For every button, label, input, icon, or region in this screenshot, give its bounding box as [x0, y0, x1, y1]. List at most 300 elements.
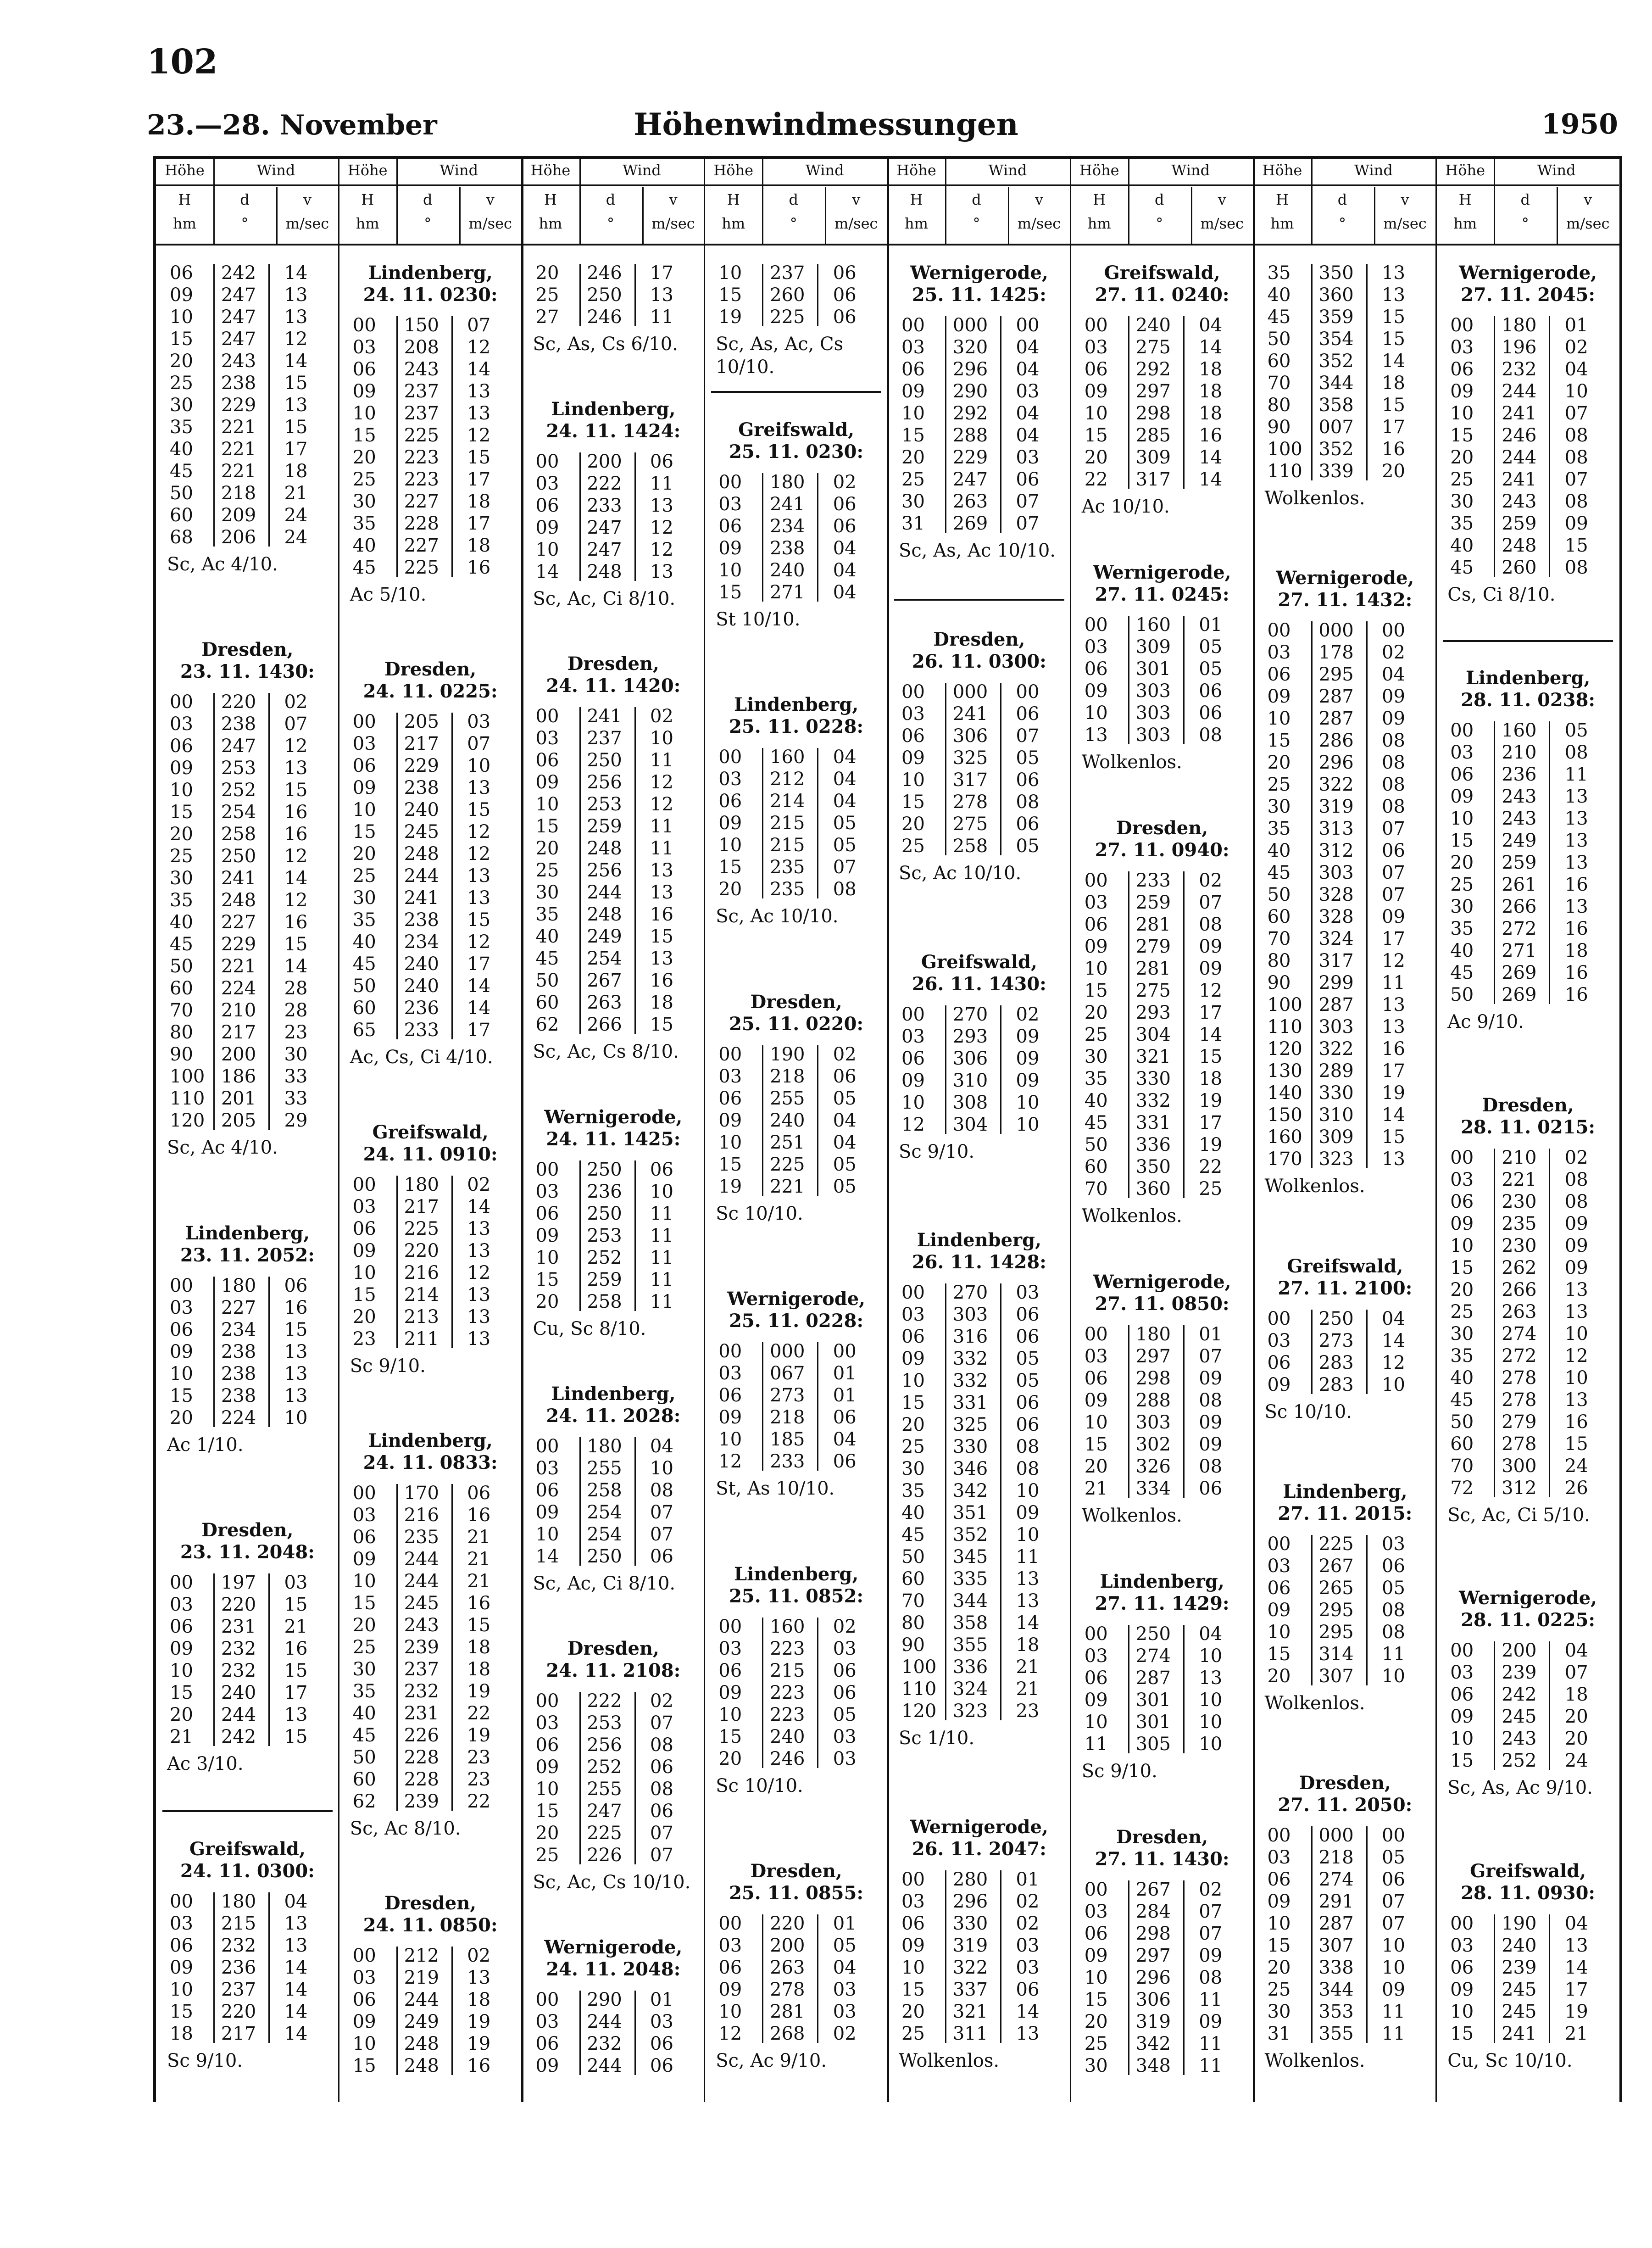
station-name: Dresden, — [1482, 1094, 1574, 1116]
cloud-cover-note: Wolkenlos. — [1081, 752, 1182, 773]
table-row — [339, 1570, 522, 1592]
direction-value: 299 — [1318, 972, 1354, 994]
speed-value: 06 — [833, 1682, 857, 1703]
direction-value: 248 — [221, 890, 256, 911]
direction-value: 319 — [952, 1935, 988, 1956]
height-value: 35 — [352, 513, 376, 534]
direction-value: 238 — [221, 1341, 256, 1362]
direction-value: 241 — [770, 493, 805, 515]
direction-value: 248 — [1502, 535, 1537, 556]
direction-value: 274 — [1318, 1869, 1354, 1890]
height-value: 00 — [901, 315, 925, 336]
direction-value: 160 — [1135, 614, 1171, 636]
direction-value: 269 — [1502, 984, 1537, 1005]
table-row — [1436, 513, 1619, 535]
direction-value: 253 — [587, 794, 622, 815]
table-row — [888, 1370, 1071, 1392]
speed-value: 05 — [1382, 1577, 1405, 1599]
direction-value: 324 — [1318, 928, 1354, 950]
direction-value: 305 — [1135, 1734, 1171, 1755]
speed-value: 10 — [1199, 1712, 1223, 1733]
direction-value: 287 — [1318, 994, 1354, 1016]
observation-time: 27. 11. 0245: — [1095, 584, 1229, 605]
direction-value: 300 — [1502, 1455, 1537, 1477]
height-value: 09 — [1084, 1945, 1108, 1966]
speed-value: 02 — [1016, 1004, 1040, 1025]
speed-value: 10 — [284, 1407, 308, 1428]
speed-value: 16 — [1199, 425, 1223, 446]
height-value: 10 — [352, 1570, 376, 1592]
value-divider — [268, 1892, 270, 2043]
table-row — [705, 1340, 888, 1362]
table-row — [705, 856, 888, 878]
direction-value: 254 — [587, 1501, 622, 1523]
direction-value: 254 — [221, 802, 256, 823]
height-value: 00 — [718, 1616, 742, 1637]
direction-value: 000 — [1318, 1825, 1354, 1846]
direction-value: 312 — [1502, 1477, 1537, 1499]
table-row — [156, 977, 339, 999]
direction-value: 348 — [1135, 2055, 1171, 2076]
observation-time: 24. 11. 0910: — [363, 1143, 498, 1165]
speed-value: 03 — [833, 1638, 857, 1659]
height-value: 35 — [170, 417, 193, 438]
height-value: 80 — [1267, 395, 1291, 416]
height-value: 10 — [901, 403, 925, 424]
value-divider — [1366, 1826, 1368, 2043]
header-d: d — [1155, 191, 1164, 208]
table-row — [339, 755, 522, 777]
table-row — [1254, 1082, 1437, 1104]
table-row — [156, 284, 339, 306]
height-value: 45 — [170, 934, 193, 955]
height-value: 03 — [718, 1363, 742, 1384]
header-msec: m/sec — [1383, 215, 1427, 232]
speed-value: 08 — [1564, 557, 1588, 578]
table-row — [156, 1704, 339, 1726]
height-value: 22 — [1084, 469, 1108, 490]
height-value: 09 — [352, 777, 376, 799]
speed-value: 08 — [650, 1479, 673, 1501]
direction-value: 217 — [221, 2023, 256, 2044]
table-row — [1436, 984, 1619, 1006]
height-value: 00 — [1084, 1879, 1108, 1900]
observation-time: 26. 11. 0300: — [912, 650, 1046, 672]
direction-value: 309 — [1135, 636, 1171, 658]
table-row — [339, 1548, 522, 1570]
height-value: 15 — [1450, 830, 1474, 851]
header-deg: ° — [241, 215, 249, 232]
height-value: 20 — [1267, 1665, 1291, 1687]
table-row — [1436, 1684, 1619, 1706]
value-divider — [762, 1342, 763, 1471]
height-value: 25 — [1084, 1024, 1108, 1045]
direction-value: 225 — [404, 425, 439, 446]
height-value: 35 — [901, 1480, 925, 1502]
speed-value: 12 — [650, 539, 673, 561]
direction-value: 228 — [404, 1768, 439, 1790]
height-value: 06 — [901, 1048, 925, 1069]
table-row — [705, 1132, 888, 1154]
station-name: Lindenberg, — [1283, 1480, 1407, 1502]
direction-value: 245 — [1502, 1979, 1537, 2000]
direction-value: 236 — [1502, 764, 1537, 785]
header-h: H — [544, 191, 557, 208]
direction-value: 217 — [221, 1022, 256, 1043]
height-value: 10 — [535, 539, 559, 561]
speed-value: 12 — [467, 821, 491, 843]
direction-value: 259 — [1502, 513, 1537, 534]
direction-value: 258 — [587, 1479, 622, 1501]
speed-value: 05 — [833, 1935, 857, 1956]
table-row — [1254, 928, 1437, 950]
speed-value: 13 — [1564, 1301, 1588, 1322]
speed-value: 10 — [1564, 381, 1588, 402]
cloud-cover-note: Sc, As, Cs 6/10. — [533, 334, 678, 355]
table-row — [1254, 730, 1437, 752]
speed-value: 21 — [284, 1616, 308, 1637]
table-row — [1071, 1156, 1254, 1178]
height-value: 40 — [1267, 840, 1291, 862]
table-row — [705, 1704, 888, 1726]
direction-value: 344 — [952, 1590, 988, 1612]
table-row — [156, 1319, 339, 1341]
station-name: Wernigerode, — [910, 262, 1048, 284]
direction-value: 221 — [221, 417, 256, 438]
height-value: 50 — [901, 1546, 925, 1568]
height-value: 160 — [1267, 1127, 1302, 1148]
height-value: 15 — [535, 1269, 559, 1290]
speed-value: 04 — [1199, 1623, 1223, 1645]
height-value: 25 — [901, 2023, 925, 2044]
speed-value: 14 — [1199, 469, 1223, 490]
speed-value: 09 — [1199, 958, 1223, 979]
direction-value: 309 — [1318, 1127, 1354, 1148]
speed-value: 00 — [1016, 315, 1040, 336]
speed-value: 21 — [467, 1570, 491, 1592]
direction-value: 253 — [587, 1225, 622, 1246]
height-value: 15 — [352, 2055, 376, 2076]
direction-value: 248 — [587, 904, 622, 926]
height-value: 09 — [901, 1348, 925, 1370]
value-divider — [945, 1283, 946, 1720]
header-rule — [888, 184, 1070, 186]
height-value: 11 — [1084, 1734, 1108, 1755]
height-value: 03 — [1450, 1662, 1474, 1684]
table-row — [1071, 336, 1254, 358]
height-value: 15 — [170, 329, 193, 350]
table-row — [888, 681, 1071, 703]
table-row — [156, 438, 339, 460]
height-value: 03 — [352, 733, 376, 755]
height-value: 10 — [535, 1523, 559, 1545]
speed-value: 15 — [1382, 1127, 1405, 1148]
table-row — [1254, 372, 1437, 394]
height-value: 00 — [352, 711, 376, 733]
table-row — [1071, 2011, 1254, 2033]
direction-value: 332 — [952, 1370, 988, 1392]
height-value: 03 — [718, 493, 742, 515]
station-name: Lindenberg, — [734, 694, 859, 715]
cloud-cover-note: Sc 9/10. — [1081, 1761, 1157, 1782]
direction-value: 241 — [1502, 469, 1537, 490]
table-row — [522, 306, 705, 328]
direction-value: 230 — [1502, 1235, 1537, 1256]
direction-value: 238 — [770, 537, 805, 559]
header-wind: Wind — [256, 162, 295, 179]
height-value: 06 — [1450, 1191, 1474, 1212]
table-column — [1436, 244, 1619, 2102]
direction-value: 229 — [952, 447, 988, 468]
height-value: 03 — [535, 473, 559, 495]
table-row — [1071, 1478, 1254, 1500]
direction-value: 209 — [221, 505, 256, 526]
direction-value: 244 — [404, 865, 439, 887]
table-row — [888, 725, 1071, 747]
observation-time: 24. 11. 2108: — [546, 1659, 681, 1681]
cloud-cover-note: Ac 9/10. — [1447, 1011, 1524, 1032]
header-rule — [705, 184, 887, 186]
table-row — [705, 834, 888, 856]
cloud-cover-note: Sc 10/10. — [716, 1775, 803, 1796]
height-value: 12 — [901, 1114, 925, 1135]
direction-value: 316 — [952, 1326, 988, 1348]
height-value: 62 — [535, 1014, 559, 1036]
table-row — [888, 1114, 1071, 1136]
table-row — [1254, 1555, 1437, 1577]
header-group — [1436, 159, 1619, 244]
table-row — [888, 1524, 1071, 1546]
speed-value: 18 — [1016, 1634, 1040, 1656]
height-value: 45 — [535, 948, 559, 970]
table-row — [1071, 402, 1254, 424]
height-value: 80 — [170, 1022, 193, 1043]
table-row — [1071, 1367, 1254, 1389]
direction-value: 270 — [952, 1004, 988, 1025]
value-divider — [1128, 1625, 1129, 1753]
height-value: 09 — [1450, 381, 1474, 402]
height-value: 00 — [1267, 620, 1291, 641]
table-row — [339, 865, 522, 887]
height-value: 03 — [170, 1297, 193, 1318]
height-value: 140 — [1267, 1082, 1302, 1104]
speed-value: 10 — [1199, 1734, 1223, 1755]
direction-value: 186 — [221, 1066, 256, 1088]
direction-value: 220 — [221, 1594, 256, 1615]
direction-value: 273 — [1318, 1330, 1354, 1351]
speed-value: 16 — [467, 557, 491, 578]
cloud-cover-note: Sc, Ac 10/10. — [899, 862, 1022, 884]
speed-value: 16 — [284, 802, 308, 823]
table-row — [339, 557, 522, 579]
table-row — [888, 1913, 1071, 1935]
speed-value: 13 — [1382, 262, 1405, 284]
table-row — [1436, 764, 1619, 786]
header-hm: hm — [1087, 215, 1111, 232]
table-row — [156, 823, 339, 845]
direction-value: 180 — [221, 1275, 256, 1296]
cloud-cover-note: Ac 10/10. — [1081, 496, 1170, 517]
height-value: 10 — [901, 1957, 925, 1978]
table-row — [1254, 796, 1437, 818]
direction-value: 268 — [770, 2023, 805, 2044]
speed-value: 05 — [1199, 658, 1223, 680]
height-value: 20 — [1267, 1957, 1291, 1978]
height-value: 00 — [352, 1174, 376, 1195]
speed-value: 13 — [467, 1967, 491, 1988]
speed-value: 06 — [1382, 1869, 1405, 1890]
speed-value: 17 — [284, 1682, 308, 1703]
height-value: 150 — [1267, 1104, 1302, 1126]
speed-value: 14 — [1016, 2001, 1040, 2022]
table-row — [156, 482, 339, 504]
direction-value: 222 — [587, 473, 622, 495]
table-row — [705, 1616, 888, 1638]
table-row — [888, 513, 1071, 535]
direction-value: 218 — [770, 1407, 805, 1428]
direction-value: 267 — [587, 970, 622, 992]
direction-value: 273 — [770, 1385, 805, 1406]
observation-time: 23. 11. 1430: — [180, 661, 315, 683]
speed-value: 08 — [1016, 1436, 1040, 1458]
speed-value: 18 — [1564, 1684, 1588, 1706]
direction-value: 358 — [952, 1612, 988, 1634]
table-row — [1436, 1477, 1619, 1499]
table-row — [1436, 830, 1619, 852]
direction-value: 234 — [221, 1319, 256, 1340]
speed-value: 06 — [650, 1545, 673, 1567]
direction-value: 222 — [587, 1690, 622, 1712]
direction-value: 007 — [1318, 417, 1354, 438]
table-row — [1254, 1060, 1437, 1082]
station-name: Greifswald, — [1104, 262, 1220, 284]
cloud-cover-note: Ac 1/10. — [167, 1434, 244, 1456]
observation-time: 27. 11. 1430: — [1095, 1848, 1229, 1870]
block-rule — [162, 1810, 333, 1812]
header-msec: m/sec — [468, 215, 512, 232]
speed-value: 10 — [1199, 1646, 1223, 1667]
speed-value: 03 — [284, 1572, 308, 1593]
direction-value: 237 — [404, 381, 439, 402]
height-value: 30 — [1267, 796, 1291, 818]
table-row — [705, 1748, 888, 1770]
direction-value: 306 — [1135, 1989, 1171, 2010]
direction-value: 263 — [587, 992, 622, 1014]
speed-value: 01 — [833, 1363, 857, 1384]
table-row — [156, 460, 339, 482]
height-value: 40 — [901, 1502, 925, 1524]
height-value: 80 — [901, 1612, 925, 1634]
direction-value: 235 — [1502, 1213, 1537, 1234]
direction-value: 288 — [952, 425, 988, 446]
height-value: 09 — [170, 1341, 193, 1362]
table-row — [522, 517, 705, 539]
table-row — [522, 2055, 705, 2077]
value-divider — [451, 713, 453, 1039]
direction-value: 223 — [770, 1682, 805, 1703]
cloud-cover-note: Sc, Ac 9/10. — [716, 2050, 827, 2071]
speed-value: 22 — [467, 1791, 491, 1812]
observation-time: 24. 11. 0225: — [363, 681, 498, 703]
value-divider — [1549, 721, 1550, 1004]
table-row — [705, 1384, 888, 1406]
table-row — [1254, 1824, 1437, 1846]
table-row — [705, 878, 888, 900]
direction-value: 247 — [221, 736, 256, 757]
header-h: H — [361, 191, 374, 208]
value-divider — [1183, 1325, 1185, 1498]
value-divider — [817, 473, 818, 602]
table-row — [1436, 808, 1619, 830]
direction-value: 221 — [221, 956, 256, 977]
header-h: H — [1458, 191, 1472, 208]
height-value: 40 — [170, 912, 193, 933]
direction-value: 238 — [221, 1385, 256, 1406]
speed-value: 04 — [1564, 1640, 1588, 1662]
height-value: 72 — [1450, 1477, 1474, 1499]
table-row — [522, 1435, 705, 1457]
header-h: H — [178, 191, 191, 208]
value-divider — [1311, 1826, 1313, 2043]
height-value: 10 — [1084, 1967, 1108, 1988]
observation-time: 25. 11. 0852: — [729, 1585, 864, 1607]
height-value: 10 — [718, 1132, 742, 1153]
direction-value: 298 — [1135, 1923, 1171, 1944]
height-value: 03 — [1084, 1901, 1108, 1922]
direction-value: 255 — [587, 1778, 622, 1800]
table-row — [1071, 914, 1254, 936]
direction-value: 067 — [770, 1363, 805, 1384]
height-value: 20 — [535, 262, 559, 284]
direction-value: 236 — [404, 998, 439, 1019]
height-value: 10 — [352, 403, 376, 424]
speed-value: 03 — [1016, 1935, 1040, 1956]
direction-value: 200 — [1502, 1640, 1537, 1662]
speed-value: 04 — [1382, 664, 1405, 686]
value-divider — [1494, 1641, 1495, 1770]
height-value: 03 — [535, 1712, 559, 1734]
speed-value: 08 — [1382, 1621, 1405, 1643]
direction-value: 213 — [404, 1306, 439, 1328]
table-row — [1254, 1104, 1437, 1126]
table-row — [1254, 1891, 1437, 1913]
cloud-cover-note: Sc 10/10. — [716, 1203, 803, 1224]
height-value: 30 — [535, 882, 559, 904]
height-value: 06 — [535, 1734, 559, 1756]
speed-value: 13 — [284, 395, 308, 416]
direction-value: 245 — [1502, 1706, 1537, 1728]
height-value: 15 — [901, 425, 925, 446]
height-value: 31 — [901, 513, 925, 534]
height-value: 40 — [1084, 1090, 1108, 1111]
column-separator — [704, 159, 705, 2102]
table-row — [1071, 1434, 1254, 1456]
direction-value: 239 — [404, 1636, 439, 1658]
height-value: 03 — [1267, 642, 1291, 664]
speed-value: 07 — [650, 1501, 673, 1523]
direction-value: 253 — [587, 1712, 622, 1734]
direction-value: 360 — [1135, 1178, 1171, 1199]
speed-value: 07 — [650, 1844, 673, 1866]
speed-value: 02 — [1564, 1147, 1588, 1168]
speed-value: 06 — [467, 1482, 491, 1504]
direction-value: 247 — [221, 329, 256, 350]
direction-value: 243 — [404, 1614, 439, 1636]
header-d: d — [1337, 191, 1347, 208]
height-value: 15 — [1084, 980, 1108, 1001]
table-row — [1254, 862, 1437, 884]
table-row — [156, 1638, 339, 1660]
